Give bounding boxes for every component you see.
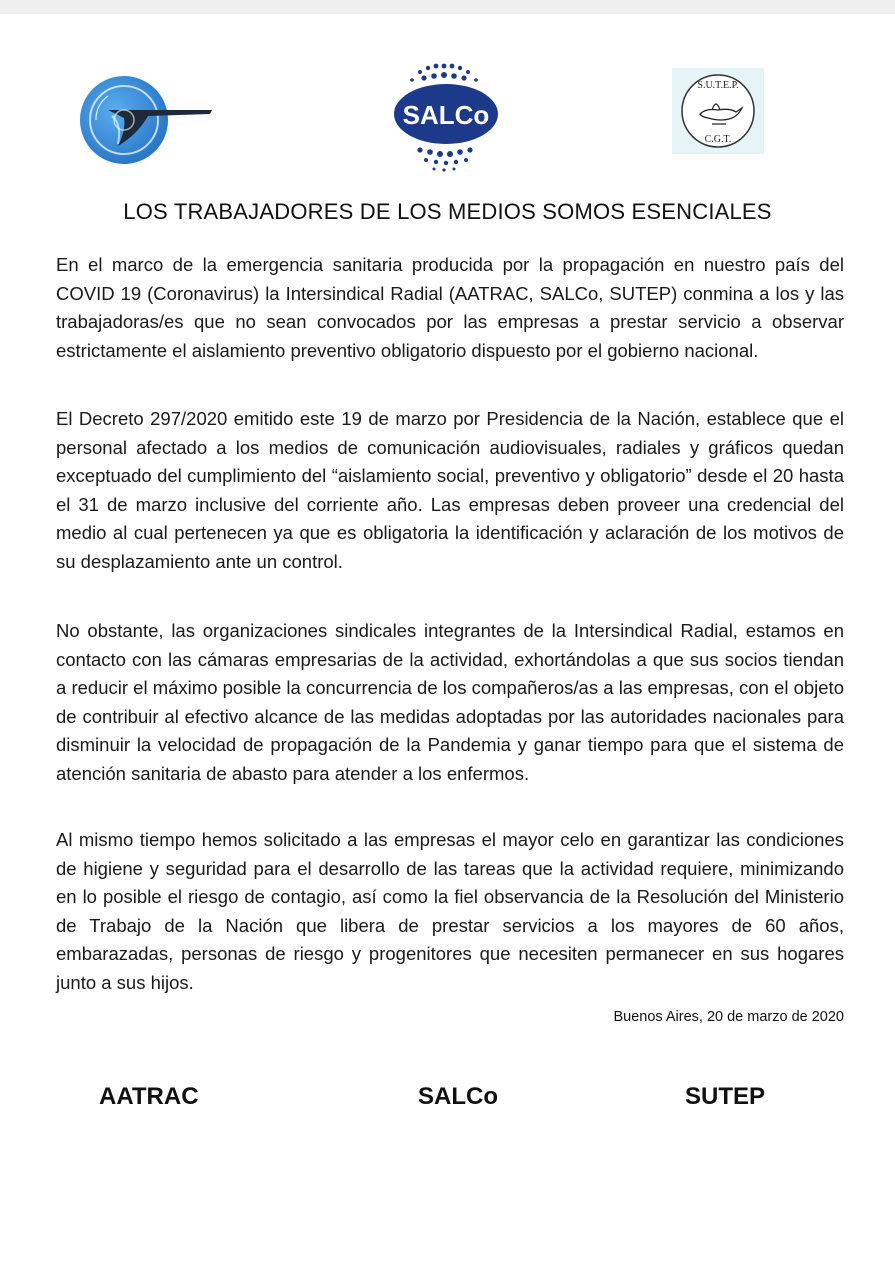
paragraph-3: No obstante, las organizaciones sindicales integrantes de la Intersindical Radial, estamos en contacto con las cámaras empresarias de la actividad, exhortándolas a que sus socios tiendan a reducir el máximo posible la concurrencia de los compañeros/as a las empresas, con el objeto de contribuir al efectivo alcance de las medidas adoptadas por las autoridades nacionales para disminuir la velocidad de propagación de la Pandemia y ganar tiempo para que el sistema de atención sanitaria de abasto para atender a los enfermos.: [56, 620, 844, 784]
signature-salco: SALCo: [418, 1083, 498, 1110]
sutep-logo-top-text: S.U.T.E.P.: [697, 80, 739, 91]
paragraph-2: El Decreto 297/2020 emitido este 19 de marzo por Presidencia de la Nación, establece que el personal afectado a los medios de comunicación audiovisuales, radiales y gráficos quedan exceptuado del cumplimiento del “aislamiento social, preventivo y obligatorio” desde el 20 hasta el 31 de marzo inclusive del corriente año. Las empresas deben proveer una credencial del medio al cual pertenecen ya que es obligatoria la identificación y aclaración de los motivos de su desplazamiento ante un control.: [56, 408, 844, 572]
paragraph-4: Al mismo tiempo hemos solicitado a las empresas el mayor celo en garantizar las condiciones de higiene y seguridad para el desarrollo de las tareas que la actividad requiere, minimizando en lo posible el riesgo de contagio, así como la fiel observancia de la Resolución del Ministerio de Trabajo de la Nación que libera de prestar servicios a los mayores de 60 años, embarazadas, personas de riesgo y progenitores que necesiten permanecer en sus hogares junto a sus hijos.: [56, 829, 844, 993]
paragraph-1: En el marco de la emergencia sanitaria producida por la propagación en nuestro país del COVID 19 (Coronavirus) la Intersindical Radial (AATRAC, SALCo, SUTEP) conmina a los y las trabajadoras/es que no sean convocados por las empresas a prestar servicio a observar estrictamente el aislamiento preventivo obligatorio dispuesto por el gobierno nacional.: [56, 254, 844, 361]
salco-logo-text: SALCo: [402, 100, 490, 130]
sutep-lamp-logo-icon: [672, 68, 764, 154]
salco-logo-icon: [390, 54, 502, 172]
signature-sutep: SUTEP: [685, 1083, 766, 1110]
document-title: LOS TRABAJADORES DE LOS MEDIOS SOMOS ESENCIALES: [123, 199, 772, 224]
aatrac-logo-icon: [78, 74, 214, 174]
sutep-logo-bottom-text: C.G.T.: [704, 134, 732, 145]
signature-aatrac: AATRAC: [99, 1083, 199, 1110]
date-line: Buenos Aires, 20 de marzo de 2020: [613, 1009, 844, 1025]
document-page: [0, 14, 895, 1280]
